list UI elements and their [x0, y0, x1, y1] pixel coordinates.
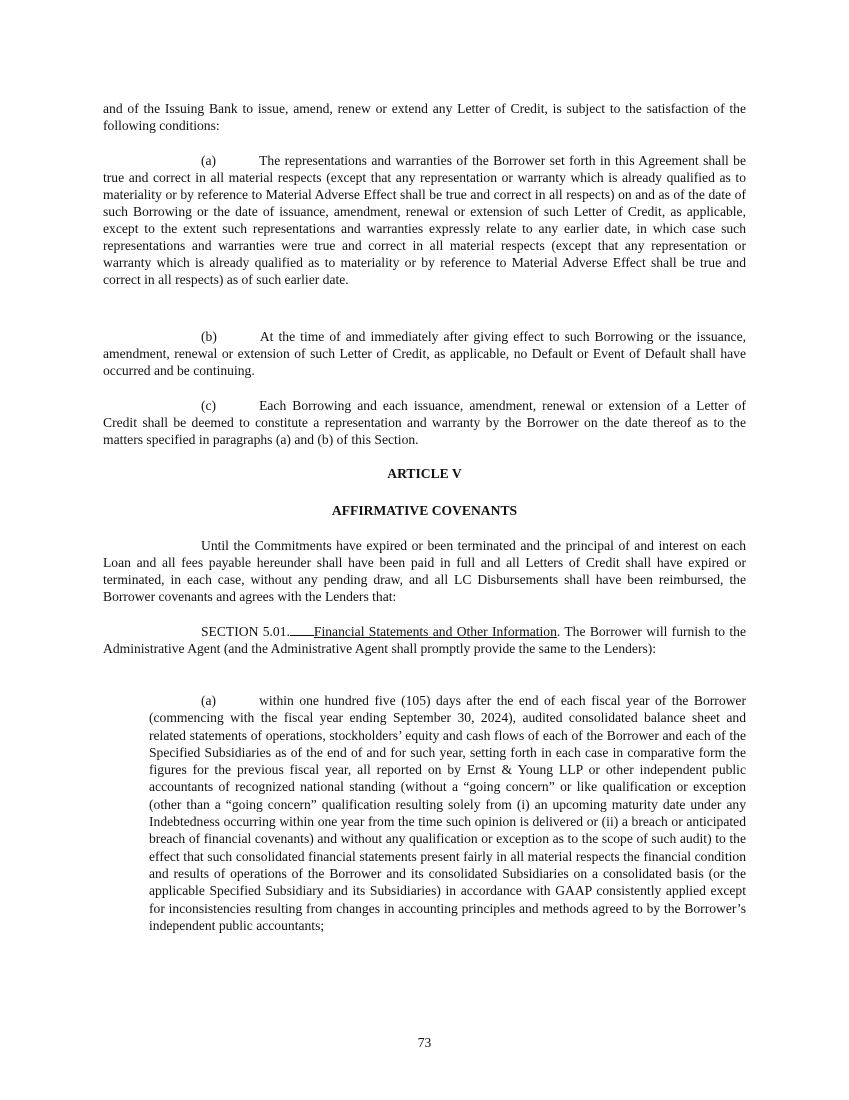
page-number: 73 [417, 1035, 432, 1050]
condition-b-paragraph [103, 328, 746, 379]
item-a-paragraph [149, 692, 746, 934]
section-501-text: . The Borrower will furnish to the Administrative Agent (and the Administrative Agent shall promptly provide the same to the Lenders): [103, 624, 747, 657]
condition-c-text: Each Borrowing and each issuance, amendment, renewal or extension of a Letter of Credit shall be deemed to constitute a representation and warranty by the Borrower on the date thereof as to the matters specified in paragraphs (a) and (b) of this Section. [103, 398, 746, 448]
covenant-intro-paragraph [103, 537, 746, 605]
section-501-number: SECTION 5.01. [201, 624, 290, 639]
intro-paragraph [103, 100, 746, 134]
article-title: AFFIRMATIVE COVENANTS [331, 503, 518, 518]
item-a-text: within one hundred five (105) days after the end of each fiscal year of the Borrower (commencing with the fiscal year ending September 30, 2024), audited consolidated balance sheet and related statements of operations, stockholders’ equity and cash flows of each of the Borrower and each of the Specified Subsidiaries as of the end of and for such year, setting forth in each case in comparative form the figures for the previous fiscal year, all reported on by Ernst & Young LLP or other independent public accountants of recognized national standing (without a “going concern” or like qualification or exception (other than a “going concern” qualification resulting solely from (i) an upcoming maturity date under any Indebtedness occurring within one year from the time such opinion is delivered or (ii) a breach or anticipated breach of financial covenants) and without any qualification or exception as to the scope of such audit) to the effect that such consolidated financial statements present fairly in all material respects the financial condition and results of operations of the Borrower and its consolidated Subsidiaries on a consolidated basis (or the applicable Specified Subsidiary and its Subsidiaries) in accordance with GAAP consistently applied except for inconsistencies resulting from changes in accounting principles and methods agreed to by the Borrower’s independent public accountants; [149, 693, 746, 933]
condition-a-label: (a) [201, 153, 217, 168]
section-501-title: Financial Statements and Other Information [313, 624, 557, 639]
condition-b-text: At the time of and immediately after giving effect to such Borrowing or the issuance, amendment, renewal or extension of such Letter of Credit, as applicable, no Default or Event of Default shall have occurred and be continuing. [103, 329, 746, 379]
section-501-paragraph [103, 623, 746, 657]
condition-c-label: (c) [201, 398, 217, 413]
item-a-label: (a) [201, 693, 217, 708]
intro-text: and of the Issuing Bank to issue, amend, renew or extend any Letter of Credit, is subject to the satisfaction of the following conditions: [103, 101, 746, 134]
condition-c-paragraph [103, 397, 746, 448]
article-number: ARTICLE V [387, 466, 462, 481]
condition-a-paragraph [103, 152, 746, 288]
section-title-underline-gap [290, 623, 314, 636]
covenant-intro-text: Until the Commitments have expired or been terminated and the principal of and interest on each Loan and all fees payable hereunder shall have been paid in full and all Letters of Credit shall have expired or terminated, in each case, without any pending draw, and all LC Disbursements shall have been reimbursed, the Borrower covenants and agrees with the Lenders that: [103, 538, 746, 605]
condition-a-text: The representations and warranties of the Borrower set forth in this Agreement shall be true and correct in all material respects (except that any representation or warranty which is already qualified as to materiality or by reference to Material Adverse Effect shall be true and correct in all respects) on and as of the date of such Borrowing or the date of issuance, amendment, renewal or extension of such Letter of Credit, as applicable, except to the extent such representations and warranties expressly relate to any earlier date, in which case such representations and warranties were true and correct in all material respects (except that any representation or warranty which is already qualified as to materiality or by reference to Material Adverse Effect shall be true and correct in all respects) as of such earlier date. [103, 153, 746, 288]
condition-b-label: (b) [201, 329, 217, 344]
